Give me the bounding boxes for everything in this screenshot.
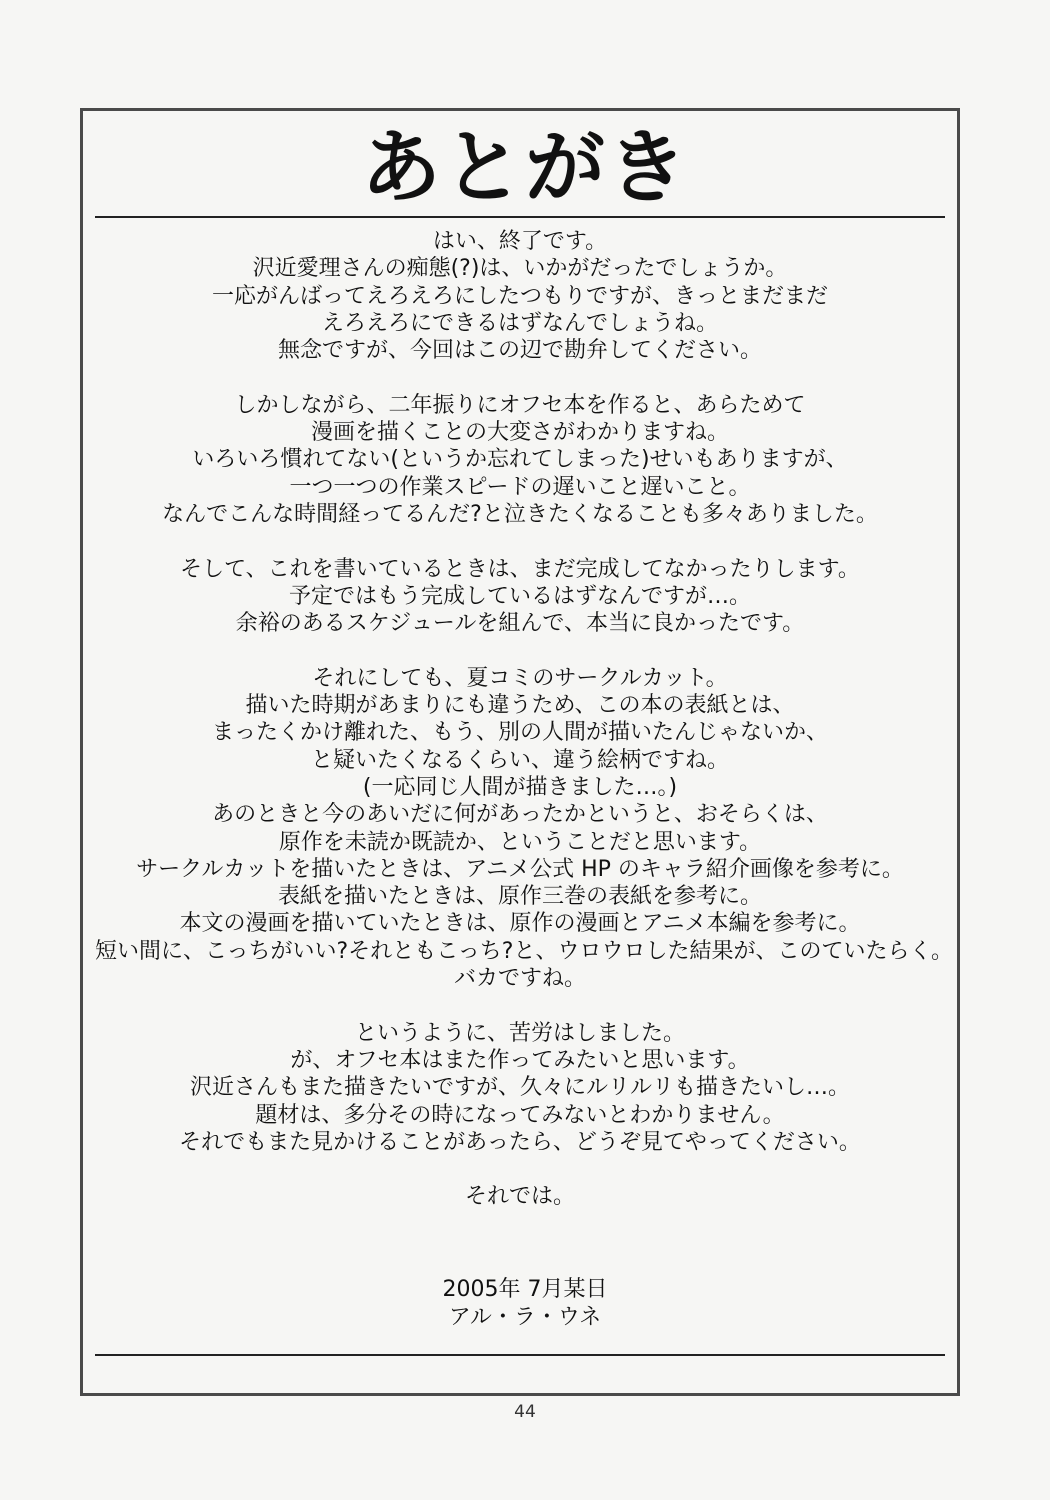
title-divider — [95, 216, 945, 218]
afterword-body — [95, 228, 954, 1238]
text-line: まったくかけ離れた、もう、別の人間が描いたんじゃないか、 — [211, 720, 828, 746]
paragraph — [95, 1020, 945, 1156]
text-line: 本文の漫画を描いていたときは、原作の漫画とアニメ本編を参考に。 — [179, 911, 861, 937]
text-line: それにしても、夏コミのサークルカット。 — [312, 665, 728, 691]
text-line: 漫画を描くことの大変さがわかりますね。 — [310, 420, 729, 446]
text-line: 沢近さんもまた描きたいですが、久々にルリルリも描きたいし…。 — [189, 1075, 850, 1101]
text-line: と疑いたくなるくらい、違う絵柄ですね。 — [310, 747, 729, 773]
text-line: それでもまた見かけることがあったら、どうぞ見てやってください。 — [179, 1129, 861, 1155]
page-number: 44 — [514, 1402, 536, 1422]
text-line: 描いた時期があまりにも違うため、この本の表紙とは、 — [245, 693, 795, 719]
page-title: あとがき — [361, 121, 689, 214]
text-line: いろいろ慣れてない(というか忘れてしまった)せいもありますが、 — [192, 447, 848, 473]
text-line: 短い間に、こっちがいい?それともこっち?と、ウロウロした結果が、このていたらく。 — [95, 938, 954, 964]
author-name: アル・ラ・ウネ — [448, 1305, 602, 1330]
text-line: 予定ではもう完成しているはずなんですが…。 — [288, 583, 751, 609]
text-line: 一つ一つの作業スピードの遅いこと遅いこと。 — [289, 474, 751, 500]
text-line: 題材は、多分その時になってみないとわかりません。 — [255, 1102, 785, 1128]
date-line: 2005年 7月某日 — [442, 1277, 608, 1302]
text-line: えろえろにできるはずなんでしょうね。 — [321, 310, 718, 336]
text-line: というように、苦労はしました。 — [354, 1020, 685, 1046]
text-line: それでは。 — [464, 1184, 575, 1210]
text-line: サークルカットを描いたときは、アニメ公式 HP のキャラ紹介画像を参考に。 — [136, 856, 904, 882]
text-line: 余裕のあるスケジュールを組んで、本当に良かったです。 — [235, 611, 805, 637]
text-line: (一応同じ人間が描きました…。) — [362, 774, 678, 800]
text-line: 無念ですが、今回はこの辺で勘弁してください。 — [277, 338, 762, 364]
text-line: 沢近愛理さんの痴態(?)は、いかがだったでしょうか。 — [252, 256, 788, 282]
paragraph — [95, 665, 954, 993]
text-line: しかしながら、二年振りにオフセ本を作ると、あらためて — [234, 392, 806, 418]
text-line: はい、終了です。 — [432, 229, 608, 254]
paragraph — [95, 392, 945, 528]
paragraph — [95, 1183, 945, 1210]
text-line: そして、これを書いているときは、まだ完成してなかったりします。 — [180, 556, 860, 582]
text-line: バカですね。 — [453, 966, 586, 992]
paragraph — [95, 228, 945, 364]
text-line: 一応がんばってえろえろにしたつもりですが、きっとまだまだ — [211, 283, 828, 309]
paragraph — [95, 556, 945, 638]
text-line: 表紙を描いたときは、原作三巻の表紙を参考に。 — [277, 884, 762, 910]
text-line: が、オフセ本はまた作ってみたいと思います。 — [290, 1047, 750, 1073]
text-line: 原作を未読か既読か、ということだと思います。 — [278, 829, 762, 855]
text-line: あのときと今のあいだに何があったかというと、おそらくは、 — [212, 802, 828, 828]
text-line: なんでこんな時間経ってるんだ?と泣きたくなることも多々ありました。 — [162, 501, 878, 527]
footer-divider — [95, 1354, 945, 1356]
